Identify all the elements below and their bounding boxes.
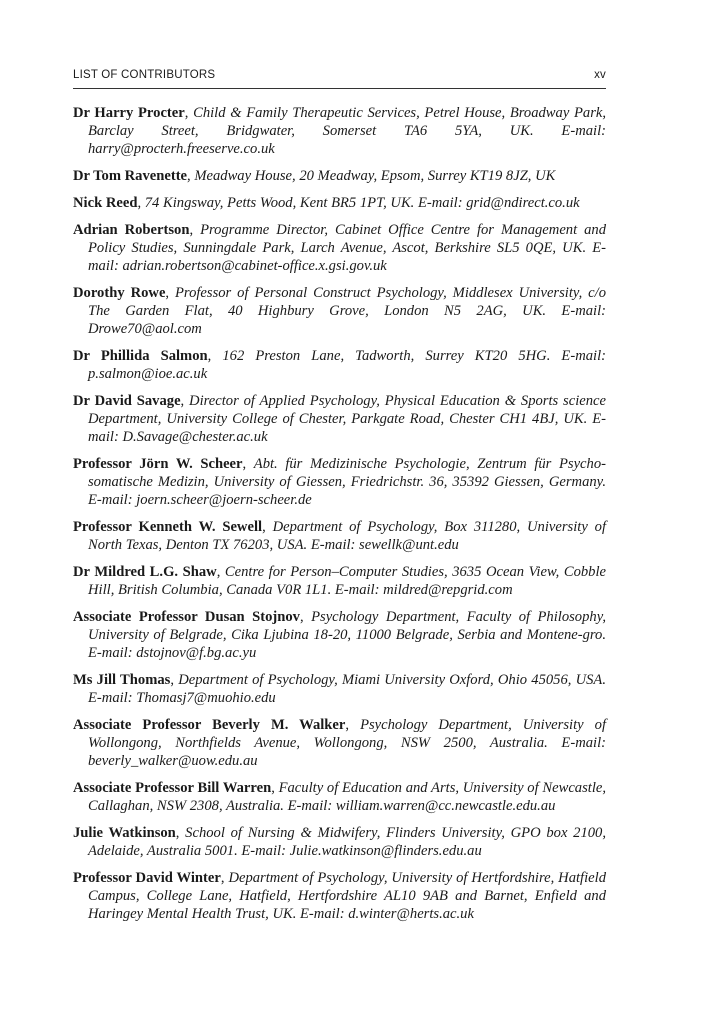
contributor-details: 74 Kingsway, Petts Wood, Kent BR5 1PT, UK. E-mail: grid@ndirect.co.uk <box>144 195 580 211</box>
contributor-name: Nick Reed <box>73 195 138 211</box>
running-header <box>73 68 606 89</box>
contributor-name: Professor Kenneth W. Sewell <box>73 519 263 535</box>
contributor-name: Associate Professor Bill Warren <box>73 780 272 796</box>
contributor-name: Dr David Savage <box>73 393 181 409</box>
contributor-details: Child & Family Therapeutic Services, Petrel House, Broadway Park, Barclay Street, Bridgwater, Somerset TA6 5YA, UK. E-mail: harry@procterh.freeserve.co.uk <box>88 105 607 157</box>
contributor-details: School of Nursing & Midwifery, Flinders University, GPO box 2100, Adelaide, Australia 5001. E-mail: Julie.watkinson@flinders.edu.au <box>88 825 606 859</box>
contributor-details: Programme Director, Cabinet Office Centre for Management and Policy Studies, Sunningdale Park, Larch Avenue, Ascot, Berkshire SL5 0QE, UK. E-mail: adrian.robertson@cabinet-office.x.gsi.gov.uk <box>88 222 607 274</box>
contributor-entry: Dr Tom Ravenette, Meadway House, 20 Meadway, Epsom, Surrey KT19 8JZ, UK <box>73 168 556 184</box>
contributor-name: Ms Jill Thomas <box>73 672 171 688</box>
contributor-name: Associate Professor Beverly M. Walker <box>73 717 346 733</box>
contributor-name: Associate Professor Dusan Stojnov <box>73 609 300 625</box>
running-header-title: LIST OF CONTRIBUTORS <box>73 69 216 81</box>
contributor-details: Centre for Person–Computer Studies, 3635 Ocean View, Cobble Hill, British Columbia, Canada V0R 1L1. E-mail: mildred@repgrid.com <box>88 564 606 598</box>
contributor-details: Department of Psychology, Miami University Oxford, Ohio 45056, USA. E-mail: Thomasj7@muohio.edu <box>88 672 606 706</box>
contributor-name: Dorothy Rowe <box>73 285 166 301</box>
contributor-entry: Professor Kenneth W. Sewell, Department of Psychology, Box 311280, University of North Texas, Denton TX 76203, USA. E-mail: sewellk@unt.edu <box>73 519 607 553</box>
contributor-name: Professor David Winter <box>73 870 221 886</box>
contributor-entry: Professor Jörn W. Scheer, Abt. für Medizinische Psychologie, Zentrum für Psycho-somatische Medizin, University of Giessen, Friedrichstr. 36, 35392 Giessen, Germany. E-mail: joern.scheer@joern-scheer.de <box>73 456 606 508</box>
contributor-details: Abt. für Medizinische Psychologie, Zentrum für Psycho-somatische Medizin, University of Giessen, Friedrichstr. 36, 35392 Giessen, Germany. E-mail: joern.scheer@joern-scheer.de <box>88 456 606 508</box>
contributor-details: Psychology Department, University of Wollongong, Northfields Avenue, Wollongong, NSW 2500, Australia. E-mail: beverly_walker@uow.edu.au <box>88 717 606 769</box>
contributor-details: Department of Psychology, Box 311280, University of North Texas, Denton TX 76203, USA. E-mail: sewellk@unt.edu <box>88 519 607 553</box>
contributor-name: Dr Mildred L.G. Shaw <box>73 564 217 580</box>
contributor-entry: Nick Reed, 74 Kingsway, Petts Wood, Kent BR5 1PT, UK. E-mail: grid@ndirect.co.uk <box>73 195 580 211</box>
contributor-entry: Dr Mildred L.G. Shaw, Centre for Person–Computer Studies, 3635 Ocean View, Cobble Hill, British Columbia, Canada V0R 1L1. E-mail: mildred@repgrid.com <box>73 564 606 598</box>
page-number: xv <box>594 69 606 81</box>
contributor-name: Professor Jörn W. Scheer <box>73 456 243 472</box>
contributor-entry: Ms Jill Thomas, Department of Psychology, Miami University Oxford, Ohio 45056, USA. E-mail: Thomasj7@muohio.edu <box>73 672 606 706</box>
contributor-name: Dr Harry Procter <box>73 105 185 121</box>
contributor-entry: Associate Professor Dusan Stojnov, Psychology Department, Faculty of Philosophy, University of Belgrade, Cika Ljubina 18-20, 11000 Belgrade, Serbia and Montene-gro. E-mail: dstojnov@f.bg.ac.yu <box>73 609 607 661</box>
contributor-details: Meadway House, 20 Meadway, Epsom, Surrey KT19 8JZ, UK <box>194 168 556 184</box>
contributor-entry: Professor David Winter, Department of Psychology, University of Hertfordshire, Hatfield Campus, College Lane, Hatfield, Hertfordshire AL10 9AB and Barnet, Enfield and Haringey Mental Health Trust, UK. E-mail: d.winter@herts.ac.uk <box>73 870 606 922</box>
contributor-name: Adrian Robertson <box>73 222 190 238</box>
contributor-details: Director of Applied Psychology, Physical Education & Sports science Department, University College of Chester, Parkgate Road, Chester CH1 4BJ, UK. E-mail: D.Savage@chester.ac.uk <box>88 393 606 445</box>
contributor-details: Psychology Department, Faculty of Philosophy, University of Belgrade, Cika Ljubina 18-20, 11000 Belgrade, Serbia and Montene-gro. E-mail: dstojnov@f.bg.ac.yu <box>88 609 607 661</box>
contributor-list <box>73 104 606 932</box>
contributor-entry: Dorothy Rowe, Professor of Personal Construct Psychology, Middlesex University, c/o The Garden Flat, 40 Highbury Grove, London N5 2AG, UK. E-mail: Drowe70@aol.com <box>73 285 606 337</box>
contributor-details: Department of Psychology, University of Hertfordshire, Hatfield Campus, College Lane, Hatfield, Hertfordshire AL10 9AB and Barnet, Enfield and Haringey Mental Health Trust, UK. E-mail: d.winter@herts.ac.uk <box>88 870 606 922</box>
contributor-entry: Dr David Savage, Director of Applied Psychology, Physical Education & Sports science Department, University College of Chester, Parkgate Road, Chester CH1 4BJ, UK. E-mail: D.Savage@chester.ac.uk <box>73 393 606 445</box>
contributor-entry: Dr Phillida Salmon, 162 Preston Lane, Tadworth, Surrey KT20 5HG. E-mail: p.salmon@ioe.ac.uk <box>73 348 607 382</box>
contributor-name: Dr Tom Ravenette <box>73 168 188 184</box>
contributor-details: 162 Preston Lane, Tadworth, Surrey KT20 5HG. E-mail: p.salmon@ioe.ac.uk <box>88 348 607 382</box>
contributor-entry: Dr Harry Procter, Child & Family Therapeutic Services, Petrel House, Broadway Park, Barclay Street, Bridgwater, Somerset TA6 5YA, UK. E-mail: harry@procterh.freeserve.co.uk <box>73 105 607 157</box>
contributor-entry: Julie Watkinson, School of Nursing & Midwifery, Flinders University, GPO box 2100, Adelaide, Australia 5001. E-mail: Julie.watkinson@flinders.edu.au <box>73 825 606 859</box>
contributor-entry: Associate Professor Beverly M. Walker, Psychology Department, University of Wollongong, Northfields Avenue, Wollongong, NSW 2500, Australia. E-mail: beverly_walker@uow.edu.au <box>73 717 606 769</box>
contributor-details: Professor of Personal Construct Psychology, Middlesex University, c/o The Garden Flat, 40 Highbury Grove, London N5 2AG, UK. E-mail: Drowe70@aol.com <box>88 285 606 337</box>
contributor-entry: Associate Professor Bill Warren, Faculty of Education and Arts, University of Newcastle, Callaghan, NSW 2308, Australia. E-mail: william.warren@cc.newcastle.edu.au <box>73 780 607 814</box>
contributor-details: Faculty of Education and Arts, University of Newcastle, Callaghan, NSW 2308, Australia. E-mail: william.warren@cc.newcastle.edu.au <box>88 780 607 814</box>
contributor-name: Julie Watkinson <box>73 825 176 841</box>
contributor-name: Dr Phillida Salmon <box>73 348 208 364</box>
contributor-entry: Adrian Robertson, Programme Director, Cabinet Office Centre for Management and Policy Studies, Sunningdale Park, Larch Avenue, Ascot, Berkshire SL5 0QE, UK. E-mail: adrian.robertson@cabinet-office.x.gsi.gov.uk <box>73 222 607 274</box>
